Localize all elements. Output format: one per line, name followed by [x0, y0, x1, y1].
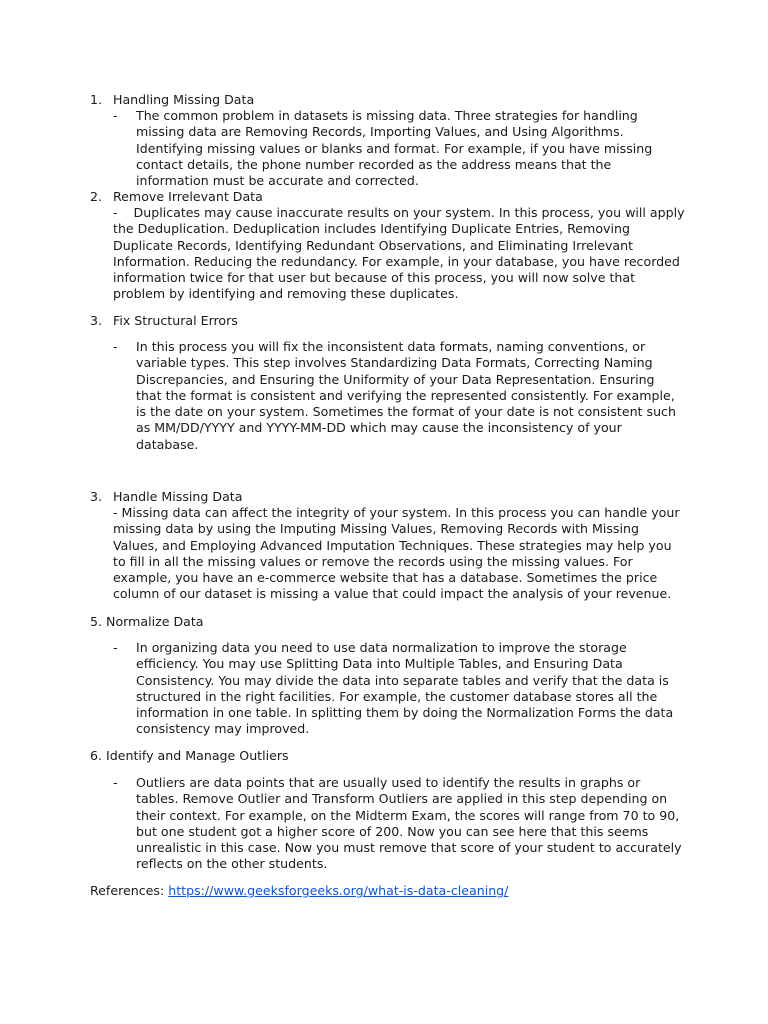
- section-2-body: [113, 205, 688, 303]
- section-4-number: 3.: [90, 489, 103, 504]
- section-2-body-text: Duplicates may cause inaccurate results on your system. In this process, you will apply the Deduplication. Deduplication includes Identifying Duplicate Entries, Removing Duplicate Records, Identifying Redundant Observations, and Eliminating Irrelevant Information. Reducing the redundancy. For example, in your database, you have recorded information twice for that user but because of this process, you will now solve that problem by identifying and removing these duplicates.: [113, 205, 685, 302]
- section-3-bullet: -: [113, 339, 118, 354]
- section-5-heading: 5. Normalize Data: [90, 614, 204, 629]
- section-4-title: Handle Missing Data: [113, 489, 243, 504]
- section-2-bullet: -: [113, 205, 118, 220]
- references-link[interactable]: https://www.geeksforgeeks.org/what-is-data-cleaning/: [168, 883, 509, 898]
- section-3-title: Fix Structural Errors: [113, 313, 238, 328]
- references-line: [90, 883, 508, 899]
- section-1-title: Handling Missing Data: [113, 92, 255, 107]
- section-6-body: Outliers are data points that are usually used to identify the results in graphs or tables. Remove Outlier and Transform Outliers are applied in this step depending on their context. For example, on the Midterm Exam, the scores will range from 70 to 90, but one student got a higher score of 200. Now you can see here that this seems unrealistic in this case. Now you must remove that score of your student to accurately reflects on the other students.: [136, 775, 682, 872]
- section-6-bullet: -: [113, 775, 118, 790]
- section-6-heading: 6. Identify and Manage Outliers: [90, 748, 289, 763]
- section-1-body: The common problem in datasets is missing data. Three strategies for handling missing data are Removing Records, Importing Values, and Using Algorithms. Identifying missing values or blanks and format. For example, if you have missing contact details, the phone number recorded as the address means that the information must be accurate and corrected.: [136, 108, 653, 189]
- section-1-number: 1.: [90, 92, 103, 107]
- section-4-body: - Missing data can affect the integrity of your system. In this process you can handle your missing data by using the Imputing Missing Values, Removing Records with Missing Values, and Employing Advanced Imputation Techniques. These strategies may help you to fill in all the missing values or remove the records using the missing values. For example, you have an e-commerce website that has a database. Sometimes the price column of our dataset is missing a value that could impact the analysis of your revenue.: [113, 505, 680, 602]
- section-2-title: Remove Irrelevant Data: [113, 189, 263, 204]
- section-1-bullet: -: [113, 108, 118, 123]
- section-3-body: In this process you will fix the inconsistent data formats, naming conventions, or variable types. This step involves Standardizing Data Formats, Correcting Naming Discrepancies, and Ensuring the Uniformity of your Data Representation. Ensuring that the format is consistent and verifying the represented consistently. For example, is the date on your system. Sometimes the format of your date is not consistent such as MM/DD/YYYY and YYYY-MM-DD which may cause the inconsistency of your database.: [136, 339, 676, 452]
- section-5-body: In organizing data you need to use data normalization to improve the storage efficiency. You may use Splitting Data into Multiple Tables, and Ensuring Data Consistency. You may divide the data into separate tables and verify that the data is structured in the right facilities. For example, the customer database stores all the information in one table. In splitting them by doing the Normalization Forms the data consistency may improved.: [136, 640, 674, 737]
- references-label: References:: [90, 883, 165, 898]
- section-3-number: 3.: [90, 313, 103, 328]
- section-2-number: 2.: [90, 189, 103, 204]
- section-5-bullet: -: [113, 640, 118, 655]
